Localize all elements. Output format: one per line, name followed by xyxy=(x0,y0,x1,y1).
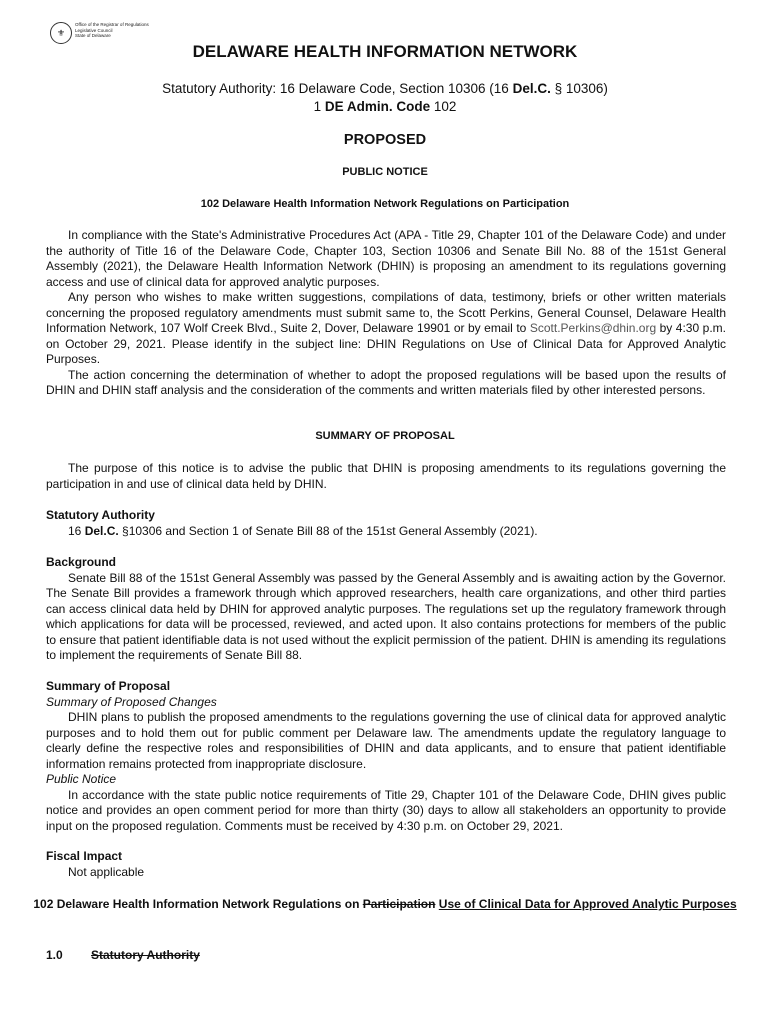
authority-line1-post: § 10306) xyxy=(550,81,608,96)
summary-body xyxy=(46,461,726,492)
amended-regulation-title xyxy=(0,896,770,912)
summary-paragraph: The purpose of this notice is to advise the public that DHIN is proposing amendments to its regulations governing the participation in and use of clinical data held by DHIN. xyxy=(46,461,726,491)
final-reg-pre: 102 Delaware Health Information Network Regulations on xyxy=(33,897,363,911)
section-title: Statutory Authority xyxy=(91,948,200,962)
fiscal-section xyxy=(46,849,726,880)
registrar-logo xyxy=(50,22,149,44)
sop-changes-paragraph: DHIN plans to publish the proposed amendments to the regulations governing the use of clinical data for approved analytic purposes and to hold them out for public comment per Delaware law. The amendments update the regulatory language to clearly define the respective roles and responsibilities of DHIN and data applicants, and to ensure that patient identifiable information remains protected from inappropriate disclosure. xyxy=(46,710,726,771)
background-heading: Background xyxy=(46,555,117,569)
regulation-title: 102 Delaware Health Information Network Regulations on Participation xyxy=(200,198,570,210)
statutory-post: §10306 and Section 1 of Senate Bill 88 of the 151st General Assembly (2021). xyxy=(118,523,538,538)
email-link[interactable]: Scott.Perkins@dhin.org xyxy=(529,321,657,335)
statutory-pre: 16 xyxy=(68,523,85,538)
logo-line: Legislative Council xyxy=(75,27,113,33)
notice-body xyxy=(46,228,726,399)
public-notice-heading: PUBLIC NOTICE xyxy=(342,166,428,178)
summary-heading: SUMMARY OF PROPOSAL xyxy=(315,430,455,442)
statutory-bold: Del.C. xyxy=(84,523,119,538)
logo-line: State of Delaware xyxy=(75,33,111,38)
background-paragraph: Senate Bill 88 of the 151st General Assembly was passed by the General Assembly and is awaiting action by the Governor. The Senate Bill provides a framework through which approved researchers, health care organizations, and other third parties can access clinical data held by DHIN for approved analytic purposes. The regulations set up the regulatory framework through which applications for data will be processed, reviewed, and acted upon. It also contains protections for members of the public to ensure that patient identifiable data is not used without the explicit permission of the patient. DHIN is amending its regulations to implement the requirements of Senate Bill 88. xyxy=(46,570,726,662)
authority-line2-post: 102 xyxy=(430,99,457,114)
section-number: 1.0 xyxy=(46,948,63,962)
statutory-text xyxy=(46,524,726,540)
sop-subheading-changes: Summary of Proposed Changes xyxy=(46,694,217,709)
statutory-authority-header xyxy=(0,80,770,116)
background-section xyxy=(46,555,726,664)
logo-text xyxy=(75,22,149,39)
authority-line1-pre: Statutory Authority: 16 Delaware Code, Section 10306 (16 xyxy=(162,81,513,96)
state-seal-icon: ⚜ xyxy=(50,22,72,44)
document-title: DELAWARE HEALTH INFORMATION NETWORK xyxy=(192,42,578,61)
authority-line1-bold: Del.C. xyxy=(512,81,551,96)
action-paragraph: The action concerning the determination of whether to adopt the proposed regulations will be based upon the results of DHIN and DHIN staff analysis and the consideration of the comments and written materials filed by other interested persons. xyxy=(46,367,726,397)
authority-line2-bold: DE Admin. Code xyxy=(324,99,431,114)
final-reg-added: Use of Clinical Data for Approved Analytic Purposes xyxy=(438,897,737,911)
fiscal-heading: Fiscal Impact xyxy=(46,849,123,863)
comment-text-pre: Any person who wishes to make written suggestions, compilations of data, testimony, briefs or other written materials concerning the proposed regulatory amendments must submit same to, the Scott Perkins, General Counsel, Delaware Health Information Network, 107 Wolf Creek Blvd., Suite 2, Dover, Delaware 19901 or by email to xyxy=(46,290,726,335)
sop-notice-paragraph: In accordance with the state public notice requirements of Title 29, Chapter 101 of the Delaware Code, DHIN gives public notice and provides an open comment period for more than thirty (30) days to allow all stakeholders an opportunity to provide input on the proposed regulation. Comments must be received by 4:30 p.m. on October 29, 2021. xyxy=(46,787,726,833)
comment-paragraph xyxy=(46,290,726,368)
logo-line: Office of the Registrar of Regulations xyxy=(75,22,149,27)
authority-line2-pre: 1 xyxy=(313,99,325,114)
section-heading xyxy=(46,948,200,962)
compliance-paragraph: In compliance with the State's Administrative Procedures Act (APA - Title 29, Chapter 101 of the Delaware Code) and under the authority of Title 16 of the Delaware Code, Chapter 103, Section 10306 and Senate Bill No. 88 of the 151st General Assembly (2021), the Delaware Health Information Network (DHIN) is proposing an amendment to its regulations governing access and use of clinical data for approved analytic purposes. xyxy=(46,228,726,289)
fiscal-text: Not applicable xyxy=(68,864,145,879)
summary-of-proposal-section xyxy=(46,679,726,834)
final-reg-struck: Participation xyxy=(362,897,436,911)
comment-text-post: by 4:30 p.m. on October 29, 2021. Please identify in the subject line: DHIN Regulations on Use of Clinical Data for Approved Analytic Purposes. xyxy=(46,321,726,366)
statutory-section xyxy=(46,508,726,539)
proposed-heading: PROPOSED xyxy=(343,132,427,148)
sop-heading: Summary of Proposal xyxy=(46,679,171,693)
statutory-heading: Statutory Authority xyxy=(46,508,155,522)
sop-subheading-notice: Public Notice xyxy=(46,772,117,786)
